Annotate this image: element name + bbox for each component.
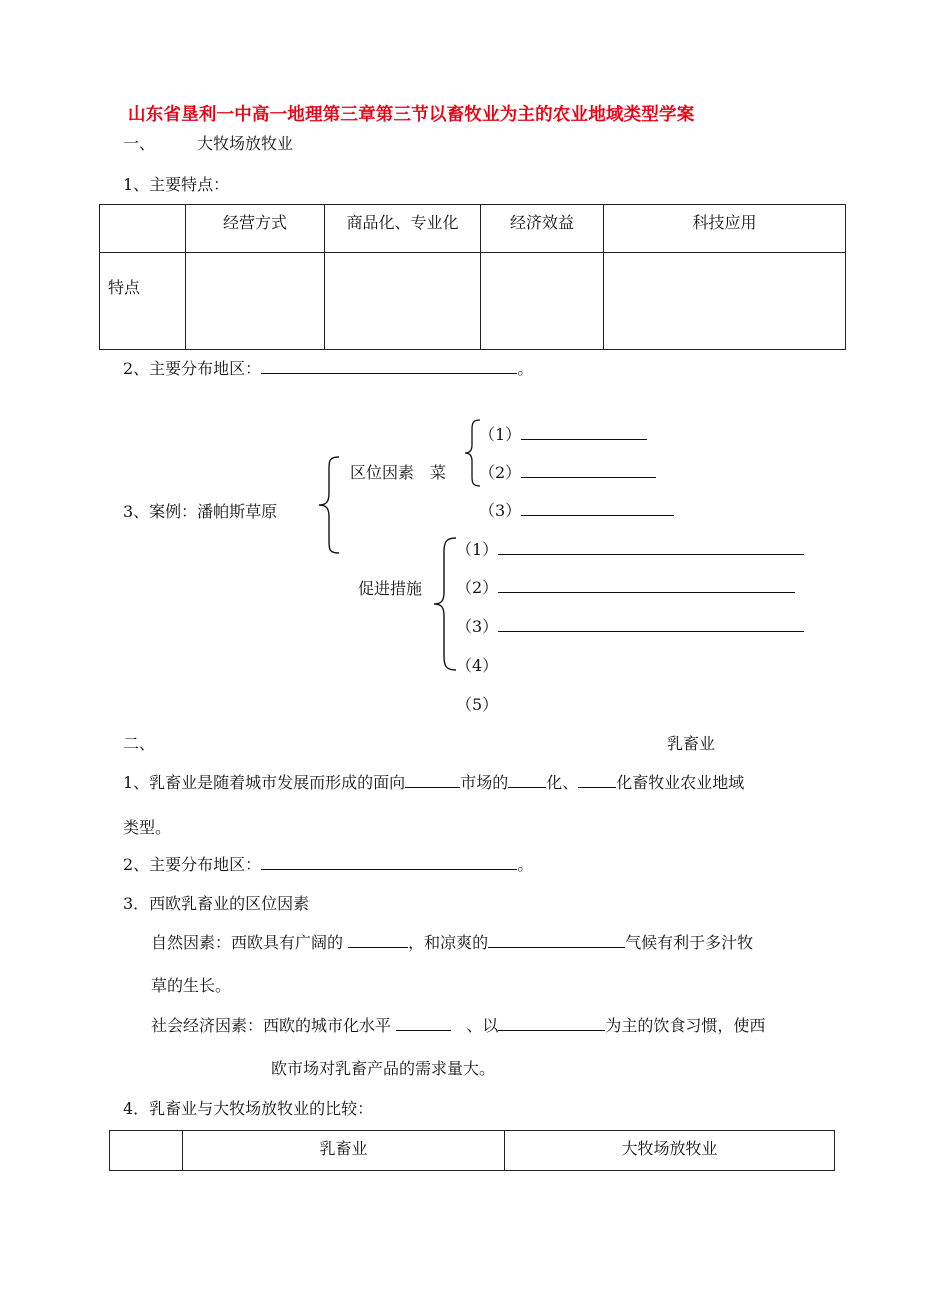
answer-blank[interactable] — [261, 854, 517, 870]
section-2-heading: 乳畜业 — [667, 734, 716, 753]
measures-label: 促进措施 — [358, 579, 423, 598]
item-number: （1） — [456, 540, 499, 559]
table-header-cell — [100, 205, 186, 253]
question-text: 2、主要分布地区： — [123, 855, 262, 874]
comparison-table — [109, 1130, 835, 1171]
section-2-number: 二、 — [123, 734, 156, 753]
answer-blank[interactable] — [498, 1015, 605, 1031]
answer-blank[interactable] — [405, 772, 460, 788]
answer-blank[interactable] — [396, 1015, 451, 1031]
question-end: 。 — [517, 359, 534, 378]
answer-blank[interactable] — [348, 932, 408, 948]
features-table-header-row — [100, 205, 846, 253]
factor-item — [479, 498, 674, 521]
question-2-2 — [123, 852, 533, 875]
question-text: 气候有利于多汁牧 — [625, 933, 754, 952]
answer-blank[interactable] — [261, 358, 517, 374]
answer-blank[interactable] — [521, 424, 647, 440]
table-header-cell: 经济效益 — [481, 205, 604, 253]
table-cell[interactable] — [481, 253, 604, 350]
question-text: 社会经济因素：西欧的城市化水平 — [151, 1016, 392, 1035]
answer-blank[interactable] — [498, 577, 795, 593]
table-header-cell: 商品化、专业化 — [325, 205, 481, 253]
measure-item — [456, 614, 804, 637]
brace-icon — [315, 455, 345, 555]
measure-item — [456, 575, 795, 598]
measure-item: （4） — [456, 656, 499, 675]
page-title: 山东省垦利一中高一地理第三章第三节以畜牧业为主的农业地域类型学案 — [128, 105, 695, 125]
social-factors — [151, 1013, 765, 1036]
answer-blank[interactable] — [508, 772, 546, 788]
question-text: 市场的 — [460, 773, 509, 792]
question-1-1: 1、主要特点： — [123, 175, 230, 194]
factors-label: 区位因素 菜 — [350, 463, 447, 482]
answer-blank[interactable] — [521, 462, 656, 478]
answer-blank[interactable] — [488, 932, 625, 948]
question-2-4: 4．乳畜业与大牧场放牧业的比较： — [123, 1099, 374, 1118]
question-text: 自然因素：西欧具有广阔的 — [151, 933, 344, 952]
question-1-2 — [123, 356, 533, 379]
natural-factors-continued: 草的生长。 — [151, 976, 232, 995]
question-text: 1、乳畜业是随着城市发展而形成的面向 — [123, 773, 406, 792]
factor-item — [479, 422, 647, 445]
question-text: ，和凉爽的 — [408, 933, 489, 952]
table-cell[interactable] — [186, 253, 325, 350]
question-text: 化、 — [546, 773, 579, 792]
question-text: 、以 — [466, 1016, 499, 1035]
table-header-cell: 大牧场放牧业 — [505, 1131, 835, 1171]
answer-blank[interactable] — [498, 616, 804, 632]
answer-blank[interactable] — [498, 539, 804, 555]
features-table — [99, 204, 846, 350]
item-number: （3） — [456, 617, 499, 636]
table-row-label: 特点 — [100, 253, 186, 350]
section-1-number: 一、 — [123, 134, 156, 153]
question-text: 为主的饮食习惯，使西 — [605, 1016, 766, 1035]
table-header-cell: 经营方式 — [186, 205, 325, 253]
item-number: （1） — [479, 425, 522, 444]
natural-factors — [151, 930, 753, 953]
table-cell[interactable] — [325, 253, 481, 350]
social-factors-continued: 欧市场对乳畜产品的需求量大。 — [271, 1059, 496, 1078]
answer-blank[interactable] — [521, 500, 674, 516]
question-1-3: 3、案例：潘帕斯草原 — [123, 502, 278, 521]
measure-item — [456, 537, 804, 560]
question-2-1 — [123, 770, 744, 793]
table-header-cell — [110, 1131, 183, 1171]
measure-item: （5） — [456, 695, 499, 714]
question-2-3: 3．西欧乳畜业的区位因素 — [123, 894, 310, 913]
section-1-heading: 大牧场放牧业 — [197, 134, 294, 153]
item-number: （2） — [479, 463, 522, 482]
table-cell[interactable] — [604, 253, 846, 350]
item-number: （3） — [479, 501, 522, 520]
table-header-cell: 乳畜业 — [183, 1131, 505, 1171]
factor-item — [479, 460, 656, 483]
question-2-1-continued: 类型。 — [123, 818, 172, 837]
item-number: （2） — [456, 578, 499, 597]
question-end: 。 — [517, 855, 534, 874]
question-text: 2、主要分布地区： — [123, 359, 262, 378]
table-header-cell: 科技应用 — [604, 205, 846, 253]
answer-blank[interactable] — [578, 772, 616, 788]
question-text: 化畜牧业农业地域 — [616, 773, 745, 792]
comparison-table-header-row — [110, 1131, 835, 1171]
features-table-row — [100, 253, 846, 350]
